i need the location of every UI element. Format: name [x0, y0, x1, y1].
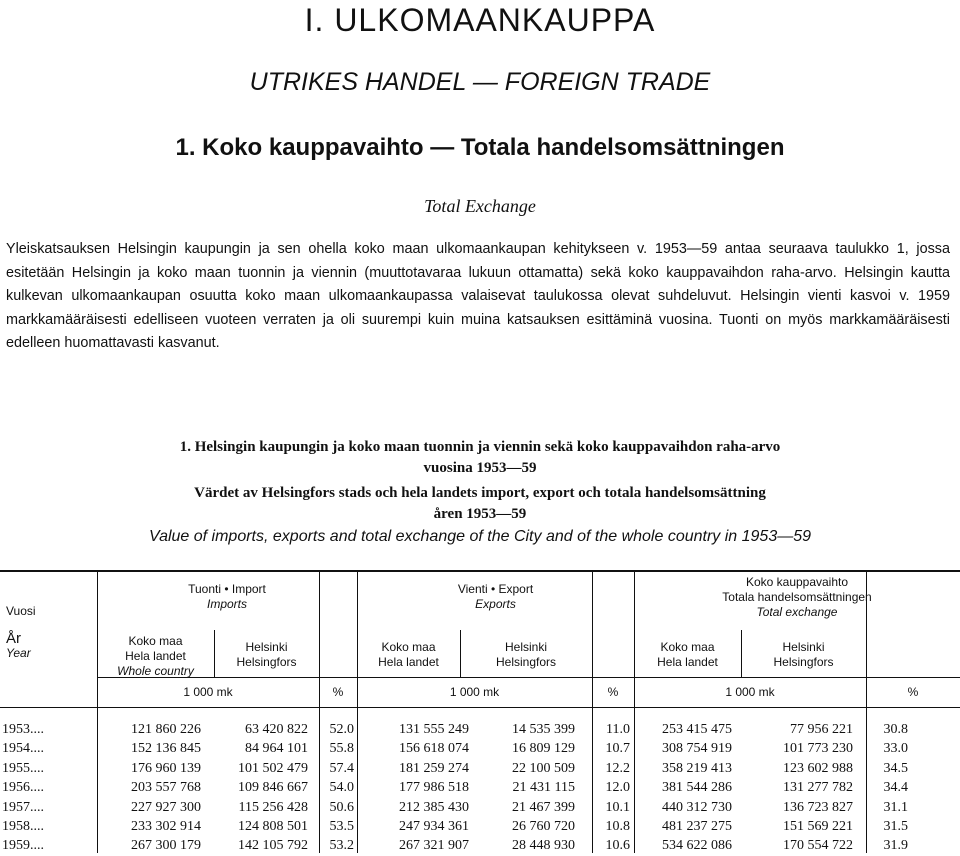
header-total-unit-mk: 1 000 mk [725, 685, 775, 699]
header-total-helsinki [741, 640, 866, 670]
cell-tot-pct: 31.9 [883, 838, 908, 854]
header-imports-whole-country [97, 634, 214, 679]
cell-exp-hki: 21 431 115 [512, 780, 575, 796]
table-title-finnish [0, 437, 960, 479]
table-header-bottom-rule [0, 707, 960, 708]
header-total [634, 575, 960, 620]
cell-tot-hki: 131 277 782 [783, 780, 853, 796]
cell-exp-pct: 11.0 [606, 722, 630, 737]
header-year-fi: Vuosi [6, 604, 36, 618]
header-helsinki-sv: Helsingfors [236, 655, 297, 669]
cell-tot-hki: 151 569 221 [783, 819, 853, 834]
table-title-swedish-line1: Värdet av Helsingfors stads och hela landets import, export och totala handelsomsättning [194, 485, 766, 501]
cell-imp-hki: 124 808 501 [238, 819, 308, 834]
cell-exp-pct: 12.2 [605, 760, 630, 776]
table-title-finnish-line2: vuosina 1953—59 [423, 460, 537, 476]
cell-exp-hki: 14 535 399 [512, 722, 575, 737]
header-imports-helsinki [214, 640, 319, 670]
cell-imp-country: 267 300 179 [131, 838, 201, 854]
cell-imp-hki: 84 964 101 [245, 741, 308, 757]
header-whole-country-sv: Hela landet [378, 655, 439, 669]
cell-exp-hki: 16 809 129 [512, 741, 575, 757]
header-imports-unit-mk: 1 000 mk [183, 685, 233, 699]
cell-exp-country: 181 259 274 [399, 760, 469, 776]
cell-year: 1953.... [2, 722, 44, 737]
cell-tot-country: 534 622 086 [662, 838, 732, 854]
cell-imp-hki: 63 420 822 [245, 722, 308, 737]
section-subtitle: Total Exchange [424, 196, 536, 216]
cell-imp-hki: 109 846 667 [238, 780, 308, 796]
cell-imp-pct: 50.6 [329, 799, 354, 815]
header-exports-fi-sv: Vienti • Export [457, 582, 534, 596]
cell-tot-pct: 30.8 [883, 722, 908, 737]
cell-imp-country: 227 927 300 [131, 799, 201, 815]
cell-exp-country: 267 321 907 [399, 838, 469, 854]
header-helsinki-fi: Helsinki [782, 640, 825, 654]
header-exports [357, 582, 634, 612]
cell-exp-pct: 12.0 [605, 780, 630, 796]
header-total-whole-country [634, 640, 741, 670]
chapter-subtitle: UTRIKES HANDEL — FOREIGN TRADE [249, 68, 711, 96]
cell-imp-hki: 142 105 792 [238, 838, 308, 854]
header-helsinki-sv: Helsingfors [773, 655, 834, 669]
table-title-finnish-line1: 1. Helsingin kaupungin ja koko maan tuonnin ja viennin sekä koko kauppavaihdon raha-arvo [179, 439, 781, 455]
header-exports-whole-country [357, 640, 460, 670]
header-exports-helsinki [460, 640, 592, 670]
cell-tot-pct: 33.0 [883, 741, 908, 757]
chapter-title: I. ULKOMAANKAUPPA [304, 2, 656, 38]
header-whole-country-sv: Hela landet [657, 655, 718, 669]
cell-tot-pct: 34.4 [883, 780, 908, 796]
cell-imp-pct: 53.2 [329, 838, 354, 854]
header-total-sv: Totala handelsomsättningen [722, 590, 872, 604]
cell-exp-country: 131 555 249 [399, 722, 469, 737]
cell-exp-hki: 21 467 399 [512, 799, 575, 815]
cell-tot-pct: 31.5 [883, 819, 908, 834]
cell-exp-hki: 28 448 930 [512, 838, 575, 854]
header-imports-unit-pct: % [332, 685, 344, 699]
table-title-swedish [0, 483, 960, 525]
section-title: 1. Koko kauppavaihto — Totala handelsomsättningen [175, 134, 785, 161]
cell-imp-country: 121 860 226 [131, 722, 201, 737]
header-helsinki-fi: Helsinki [245, 640, 288, 654]
cell-exp-hki: 22 100 509 [512, 760, 575, 776]
header-whole-country-fi: Koko maa [381, 640, 436, 654]
cell-imp-pct: 52.0 [329, 722, 354, 737]
table-unit-rule [97, 677, 960, 678]
cell-exp-pct: 10.1 [605, 799, 630, 815]
header-helsinki-sv: Helsingfors [495, 655, 557, 669]
cell-exp-hki: 26 760 720 [512, 819, 575, 834]
cell-tot-hki: 136 723 827 [783, 799, 853, 815]
cell-tot-country: 308 754 919 [662, 741, 732, 757]
cell-exp-pct: 10.7 [605, 741, 630, 757]
header-year [0, 604, 103, 661]
header-exports-unit-pct: % [607, 685, 619, 699]
cell-imp-country: 152 136 845 [131, 741, 201, 757]
cell-year: 1954.... [2, 741, 44, 757]
header-whole-country-en: Whole country [117, 664, 194, 678]
cell-year: 1959.... [2, 838, 44, 854]
cell-year: 1957.... [2, 799, 44, 815]
cell-tot-hki: 123 602 988 [783, 760, 853, 776]
cell-imp-pct: 53.5 [329, 819, 354, 834]
cell-tot-pct: 31.1 [883, 799, 908, 815]
cell-tot-country: 358 219 413 [662, 760, 732, 776]
cell-tot-country: 253 415 475 [662, 722, 732, 737]
header-year-sv: År [6, 630, 21, 647]
cell-tot-hki: 101 773 230 [783, 741, 853, 757]
intro-paragraph: Yleiskatsauksen Helsingin kaupungin ja sen ohella koko maan ulkomaankaupan kehitykseen v. 1953—59 antaa seuraava taulukko 1, jossa esitetään Helsingin ja koko maan tuonnin ja viennin (muuttotavaraa lukuun ottamatta) sekä koko kauppavaihdon raha-arvo. Helsingin kautta kulkevan ulkomaankaupan osuutta koko maan ulkomaankaupassa valaisevat taulukossa olevat suhdeluvut. Helsingin vienti kasvoi v. 1959 markkamääräisesti edelliseen vuoteen verraten ja oli suurempi kuin muina katsauksen esittäminä vuosina. Tuonti on myös markkamääräisesti edelleen huomattavasti kasvanut. [6, 241, 950, 351]
cell-imp-country: 233 302 914 [131, 819, 201, 834]
header-exports-en: Exports [475, 597, 516, 611]
header-total-fi: Koko kauppavaihto [745, 575, 849, 589]
header-whole-country-fi: Koko maa [660, 640, 715, 654]
header-year-en: Year [6, 646, 31, 660]
table-top-rule [0, 570, 960, 572]
cell-tot-country: 481 237 275 [662, 819, 732, 834]
header-whole-country-sv: Hela landet [125, 649, 186, 663]
cell-tot-hki: 170 554 722 [783, 838, 853, 854]
cell-tot-country: 381 544 286 [662, 780, 732, 796]
table-title-english: Value of imports, exports and total exchange of the City and of the whole country in 1953—59 [148, 528, 812, 545]
cell-exp-country: 156 618 074 [399, 741, 469, 757]
header-whole-country-fi: Koko maa [128, 634, 183, 648]
header-exports-unit-mk: 1 000 mk [449, 685, 500, 699]
cell-imp-pct: 57.4 [329, 760, 354, 776]
cell-exp-pct: 10.6 [605, 838, 630, 854]
cell-imp-pct: 54.0 [329, 780, 354, 796]
cell-imp-hki: 115 256 428 [238, 799, 308, 815]
cell-year: 1956.... [2, 780, 44, 796]
cell-imp-hki: 101 502 479 [238, 760, 308, 776]
cell-exp-pct: 10.8 [605, 819, 630, 834]
header-total-en: Total exchange [756, 605, 838, 619]
header-helsinki-fi: Helsinki [504, 640, 547, 654]
cell-exp-country: 212 385 430 [399, 799, 469, 815]
cell-year: 1958.... [2, 819, 44, 834]
cell-imp-country: 176 960 139 [131, 760, 201, 776]
header-imports-en: Imports [206, 597, 247, 611]
cell-exp-country: 177 986 518 [399, 780, 469, 796]
cell-tot-pct: 34.5 [883, 760, 908, 776]
table-title-swedish-line2: åren 1953—59 [433, 506, 527, 522]
cell-tot-country: 440 312 730 [662, 799, 732, 815]
cell-year: 1955.... [2, 760, 44, 776]
header-total-unit-pct: % [907, 685, 919, 699]
cell-exp-country: 247 934 361 [399, 819, 469, 834]
header-imports-fi-sv: Tuonti • Import [188, 582, 266, 596]
cell-tot-hki: 77 956 221 [790, 722, 853, 737]
header-imports [97, 582, 357, 612]
cell-imp-country: 203 557 768 [131, 780, 201, 796]
cell-imp-pct: 55.8 [329, 741, 354, 757]
